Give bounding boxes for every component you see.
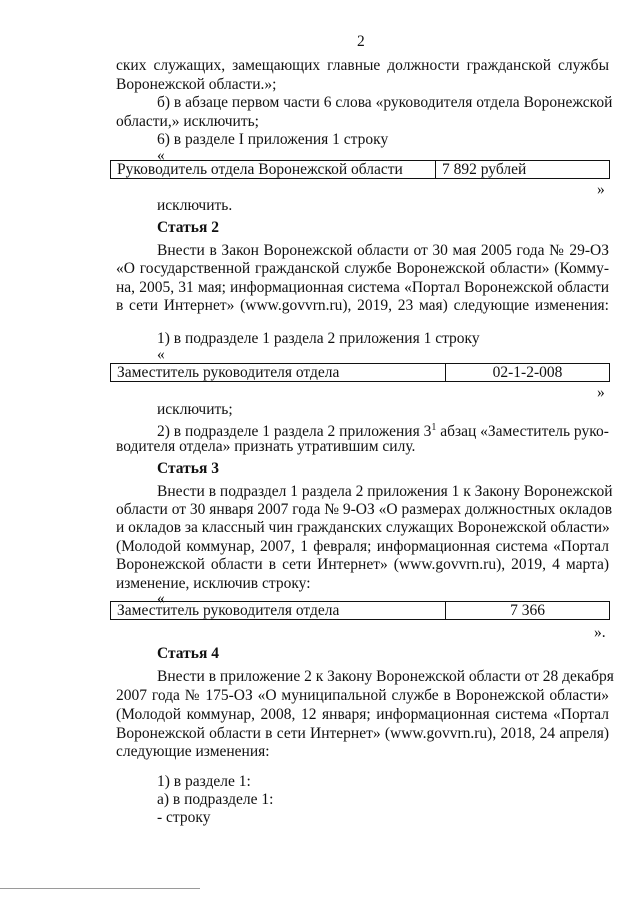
text-span: 2) в подразделе 1 раздела 2 приложения 3 bbox=[157, 423, 432, 441]
paragraph-line: области,» исключить; bbox=[116, 113, 259, 130]
closing-quote: » bbox=[597, 181, 605, 198]
paragraph-line: изменение, исключив строку: bbox=[116, 575, 311, 592]
paragraph-line: 1) в разделе 1: bbox=[157, 773, 251, 790]
paragraph-line: 1) в подразделе 1 раздела 2 приложения 1 строку bbox=[157, 330, 480, 347]
page-number: 2 bbox=[357, 33, 365, 50]
paragraph-line: исключить; bbox=[157, 401, 233, 418]
paragraph-line: 2007 года № 175-ОЗ «О муниципальной службе в Воронежской области» bbox=[116, 687, 609, 704]
table-cell-position: Заместитель руководителя отдела bbox=[111, 364, 446, 381]
table-cell-position: Заместитель руководителя отдела bbox=[111, 602, 446, 619]
paragraph-line: Внести в приложение 2 к Закону Воронежской области от 28 декабря bbox=[157, 668, 614, 685]
article-heading: Статья 2 bbox=[157, 219, 219, 236]
table-cell-value: 7 892 рублей bbox=[442, 161, 527, 178]
paragraph-line: ских служащих, замещающих главные должности гражданской службы bbox=[116, 57, 609, 74]
superscript: 1 bbox=[431, 422, 437, 433]
paragraph-line: 6) в разделе I приложения 1 строку bbox=[157, 131, 389, 148]
paragraph-line: б) в абзаце первом части 6 слова «руководителя отдела Воронежской bbox=[157, 94, 613, 111]
paragraph-line: Внести в Закон Воронежской области от 30 мая 2005 года № 29-ОЗ bbox=[157, 242, 609, 259]
paragraph-line: а) в подразделе 1: bbox=[157, 791, 274, 808]
table-cell-position: Руководитель отдела Воронежской области bbox=[111, 161, 436, 178]
paragraph-line: Воронежской области.»; bbox=[116, 76, 277, 93]
paragraph-line: Воронежской области в сети Интернет» (www.govvrn.ru), 2018, 24 апреля) bbox=[116, 725, 609, 742]
opening-quote: « bbox=[157, 590, 165, 607]
closing-quote: ». bbox=[594, 624, 606, 641]
article-heading: Статья 3 bbox=[157, 460, 219, 477]
table-cell-value: 7 366 bbox=[510, 602, 545, 619]
text-span: абзац «Заместитель руко- bbox=[436, 423, 609, 441]
paragraph-line: (Молодой коммунар, 2008, 12 января; информационная система «Портал bbox=[116, 706, 609, 723]
paragraph-line: исключить. bbox=[157, 197, 233, 214]
paragraph-line: «О государственной гражданской службе Воронежской области» (Комму- bbox=[116, 260, 609, 277]
table-cell-value: 02-1-2-008 bbox=[492, 364, 563, 381]
article-heading: Статья 4 bbox=[157, 645, 219, 662]
paragraph-line: - строку bbox=[157, 809, 211, 826]
paragraph-line: и окладов за классный чин гражданских служащих Воронежской области» bbox=[116, 519, 610, 536]
paragraph-line: Воронежской области в сети Интернет» (www.govvrn.ru), 2019, 4 марта) bbox=[116, 556, 609, 573]
closing-quote: » bbox=[597, 384, 605, 401]
paragraph-line: на, 2005, 31 мая; информационная система «Портал Воронежской области bbox=[116, 279, 609, 296]
paragraph-line: Внести в подраздел 1 раздела 2 приложения 1 к Закону Воронежской bbox=[157, 483, 613, 500]
paragraph-line: следующие изменения: bbox=[116, 743, 270, 760]
table-row bbox=[110, 363, 610, 382]
paragraph-line: (Молодой коммунар, 2007, 1 февраля; информационная система «Портал bbox=[116, 538, 609, 555]
footer-divider bbox=[0, 888, 200, 889]
table-row bbox=[110, 160, 610, 179]
paragraph-line: области от 30 января 2007 года № 9-ОЗ «О размерах должностных окладов bbox=[116, 501, 613, 518]
opening-quote: « bbox=[157, 346, 165, 363]
table-row bbox=[110, 601, 610, 620]
paragraph-line: в сети Интернет» (www.govvrn.ru), 2019, 23 мая) следующие изменения: bbox=[116, 297, 609, 314]
paragraph-line: водителя отдела» признать утратившим силу. bbox=[116, 438, 416, 455]
opening-quote: « bbox=[157, 147, 165, 164]
